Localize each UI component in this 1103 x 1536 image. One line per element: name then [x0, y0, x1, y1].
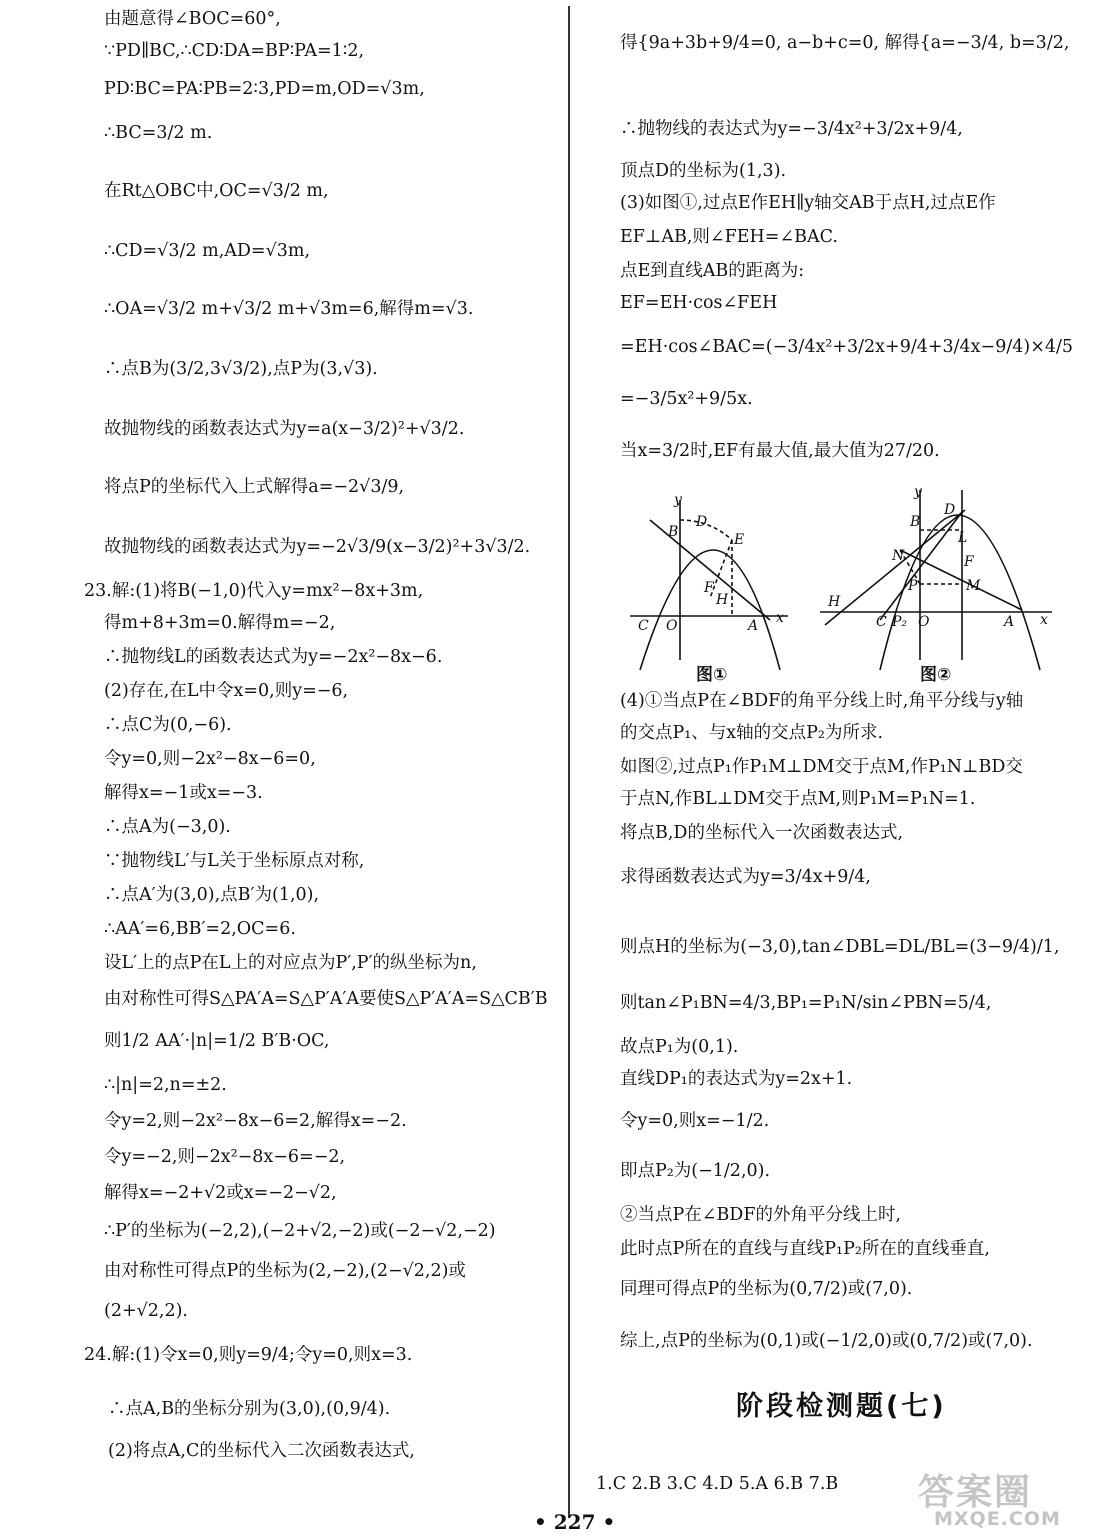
text-line: ∴点A,B的坐标分别为(3,0),(0,9/4). [108, 1399, 391, 1419]
fig1-label: A [748, 618, 759, 634]
fig1-label: F [704, 580, 714, 596]
text-line: 令y=0,则x=−1/2. [620, 1111, 770, 1131]
text-line: 在Rt△OBC中,OC=√3/2 m, [104, 181, 329, 201]
figure-1-caption: 图① [696, 665, 728, 685]
fig2-line-dp [880, 512, 962, 620]
text-line: ∵抛物线L′与L关于坐标原点对称, [104, 851, 365, 871]
text-line: 解得x=−1或x=−3. [104, 783, 263, 803]
geometry-figures [620, 480, 1070, 685]
fig1-label: H [716, 592, 729, 608]
text-line: 由对称性可得点P的坐标为(2,−2),(2−√2,2)或 [104, 1261, 466, 1281]
text-line: 于点N,作BL⊥DM交于点M,则P₁M=P₁N=1. [620, 789, 976, 809]
text-line: ∴CD=√3/2 m,AD=√3m, [104, 241, 311, 261]
text-line: 直线DP₁的表达式为y=2x+1. [620, 1069, 853, 1089]
text-line: 同理可得点P的坐标为(0,7/2)或(7,0). [620, 1279, 913, 1299]
text-line: 得m+8+3m=0.解得m=−2, [104, 613, 336, 633]
text-line: 即点P₂为(−1/2,0). [620, 1161, 771, 1181]
text-line: 故抛物线的函数表达式为y=−2√3/9(x−3/2)²+3√3/2. [104, 537, 531, 557]
watermark-url: MXQE.COM [934, 1508, 1061, 1530]
fig2-label: O [918, 614, 930, 630]
text-line: ∴抛物线的表达式为y=−3/4x²+3/2x+9/4, [620, 119, 963, 139]
text-line: ∴BC=3/2 m. [104, 123, 213, 143]
text-line: ∴P′的坐标为(−2,2),(−2+√2,−2)或(−2−√2,−2) [104, 1221, 496, 1241]
text-line: ∴OA=√3/2 m+√3/2 m+√3m=6,解得m=√3. [104, 299, 474, 319]
fig2-label: N [892, 548, 905, 564]
text-line: =−3/5x²+9/5x. [620, 389, 753, 409]
text-line: 23.解:(1)将B(−1,0)代入y=mx²−8x+3m, [84, 581, 424, 601]
text-line: 综上,点P的坐标为(0,1)或(−1/2,0)或(0,7/2)或(7,0). [620, 1331, 1033, 1351]
text-line: PD∶BC=PA∶PB=2∶3,PD=m,OD=√3m, [104, 79, 425, 99]
fig2-label: y [914, 484, 922, 500]
fig1-label: y [674, 492, 682, 508]
text-line: 如图②,过点P₁作P₁M⊥DM交于点M,作P₁N⊥BD交 [620, 757, 1023, 777]
text-line: 当x=3/2时,EF有最大值,最大值为27/20. [620, 441, 940, 461]
fig2-label: C [876, 614, 887, 630]
fig1-label: E [734, 532, 745, 548]
text-line: ∴点A′为(3,0),点B′为(1,0), [104, 885, 320, 905]
parabola-figures [620, 480, 1070, 680]
fig2-label: B [910, 514, 921, 530]
fig2-line-ab [900, 550, 1022, 610]
fig2-label: L [958, 530, 968, 546]
fig2-label: P₂ [892, 614, 908, 630]
text-line: 令y=0,则−2x²−8x−6=0, [104, 749, 316, 769]
text-line: 解得x=−2+√2或x=−2−√2, [104, 1183, 337, 1203]
text-line: 令y=2,则−2x²−8x−6=2,解得x=−2. [104, 1111, 407, 1131]
text-line: 则点H的坐标为(−3,0),tan∠DBL=DL/BL=(3−9/4)/1, [620, 937, 1060, 957]
column-divider [568, 6, 570, 1518]
text-line: ∴抛物线L的函数表达式为y=−2x²−8x−6. [104, 647, 443, 667]
text-line: ∴点B为(3/2,3√3/2),点P为(3,√3). [104, 359, 378, 379]
text-line: 点E到直线AB的距离为: [620, 261, 805, 281]
fig2-line-bd [825, 510, 968, 625]
text-line: 将点P的坐标代入上式解得a=−2√3/9, [104, 477, 405, 497]
fig2-label: A [1004, 614, 1015, 630]
text-line: ∵PD∥BC,∴CD∶DA=BP∶PA=1∶2, [104, 41, 365, 61]
text-line: 由题意得∠BOC=60°, [104, 9, 281, 29]
fig2-label: H [828, 594, 841, 610]
fig2-label: M [966, 578, 981, 594]
text-line: 顶点D的坐标为(1,3). [620, 161, 787, 181]
text-line: ∴AA′=6,BB′=2,OC=6. [104, 919, 296, 939]
text-line: 令y=−2,则−2x²−8x−6=−2, [104, 1147, 346, 1167]
text-line: EF=EH·cos∠FEH [620, 293, 778, 313]
watermark-text: 答案圈 [918, 1472, 1033, 1513]
text-line: 由对称性可得S△PA′A=S△P′A′A要使S△P′A′A=S△CB′B [104, 989, 548, 1009]
text-line: 的交点P₁、与x轴的交点P₂为所求. [620, 723, 884, 743]
fig1-label: B [668, 524, 679, 540]
text-line: (2)将点A,C的坐标代入二次函数表达式, [108, 1441, 415, 1461]
text-line: 则1/2 AA′·|n|=1/2 B′B·OC, [104, 1031, 330, 1051]
fig1-label: C [638, 618, 649, 634]
section-title: 阶段检测题(七) [736, 1391, 947, 1422]
text-line: 求得函数表达式为y=3/4x+9/4, [620, 867, 871, 887]
text-line: ∴点A为(−3,0). [104, 817, 231, 837]
text-line: 24.解:(1)令x=0,则y=9/4;令y=0,则x=3. [84, 1345, 413, 1365]
answer-key: 1.C 2.B 3.C 4.D 5.A 6.B 7.B [596, 1474, 839, 1494]
text-line: ②当点P在∠BDF的外角平分线上时, [620, 1205, 902, 1225]
page-number: • 227 • [534, 1510, 616, 1534]
text-line: 此时点P所在的直线与直线P₁P₂所在的直线垂直, [620, 1239, 990, 1259]
text-line: (3)如图①,过点E作EH∥y轴交AB于点H,过点E作 [620, 193, 996, 213]
fig1-label: O [666, 618, 678, 634]
text-line: (2)存在,在L中令x=0,则y=−6, [104, 681, 349, 701]
figure-2-caption: 图② [920, 665, 952, 685]
text-line: 将点B,D的坐标代入一次函数表达式, [620, 823, 904, 843]
text-line: 设L′上的点P在L上的对应点为P′,P′的纵坐标为n, [104, 953, 477, 973]
text-line: 故点P₁为(0,1). [620, 1037, 739, 1057]
text-line: (4)①当点P在∠BDF的角平分线上时,角平分线与y轴 [620, 691, 1024, 711]
text-line: =EH·cos∠BAC=(−3/4x²+3/2x+9/4+3/4x−9/4)×4/5 [620, 337, 1074, 357]
watermark-logo [900, 1464, 1100, 1534]
text-line: 得{9a+3b+9/4=0, a−b+c=0, 解得{a=−3/4, b=3/2, [620, 33, 1070, 53]
fig2-label: x [1040, 612, 1048, 628]
text-line: ∴|n|=2,n=±2. [104, 1075, 227, 1095]
text-line: (2+√2,2). [104, 1301, 188, 1321]
text-line: 则tan∠P₁BN=4/3,BP₁=P₁N/sin∠PBN=5/4, [620, 993, 992, 1013]
fig1-label: D [696, 514, 708, 530]
text-line: 故抛物线的函数表达式为y=a(x−3/2)²+√3/2. [104, 419, 465, 439]
text-line: ∴点C为(0,−6). [104, 715, 232, 735]
fig1-label: x [776, 610, 784, 626]
fig2-label: F [964, 554, 974, 570]
fig2-label: P [908, 578, 918, 594]
fig2-label: D [944, 502, 956, 518]
text-line: EF⊥AB,则∠FEH=∠BAC. [620, 227, 838, 247]
